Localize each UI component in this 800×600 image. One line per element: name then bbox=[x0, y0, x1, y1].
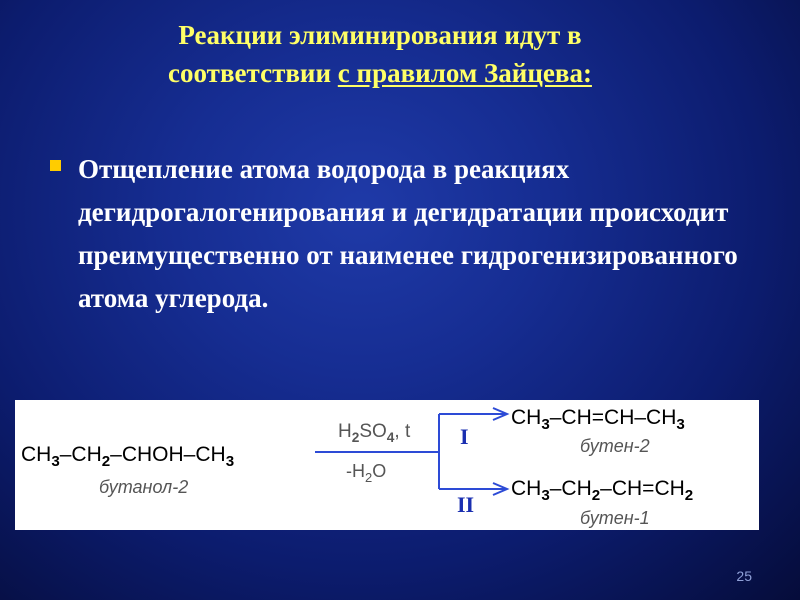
slide-title-prefix: соответствии bbox=[168, 58, 338, 88]
product-1-formula: $CH_3-CH=CH-CH_3$ bbox=[511, 406, 685, 433]
branch-2-label: II bbox=[457, 492, 475, 517]
slide-title-line-2 bbox=[60, 54, 700, 92]
reactant-formula: $CH_3-CH_2-CHOH-CH_3$ bbox=[21, 443, 235, 470]
water-elimination-label: $-H_2O$ bbox=[346, 461, 387, 485]
slide-title bbox=[60, 16, 700, 92]
product-2-formula: $CH_3-CH_2-CH=CH_2$ bbox=[511, 477, 694, 504]
bullet-square-icon bbox=[50, 160, 61, 171]
page-number: 25 bbox=[736, 568, 752, 584]
reaction-scheme bbox=[15, 400, 759, 530]
product-1-name: бутен-2 bbox=[580, 436, 650, 456]
zaitsev-rule-link: с правилом Зайцева: bbox=[337, 58, 592, 88]
product-2-name: бутен-1 bbox=[580, 508, 650, 528]
slide-title-line-1: Реакции элиминирования идут в bbox=[178, 20, 582, 50]
reagent-conditions: $H_2SO_4$, t bbox=[338, 421, 411, 445]
bullet-text: Отщепление атома водорода в реакциях дегидрогалогенирования и дегидратации происходит преимущественно от наименее гидрогенизированного атома углерода. bbox=[78, 154, 738, 313]
reactant-name: бутанол-2 bbox=[99, 477, 189, 497]
branch-1-label: I bbox=[460, 424, 469, 449]
reaction-scheme-svg bbox=[15, 400, 759, 530]
